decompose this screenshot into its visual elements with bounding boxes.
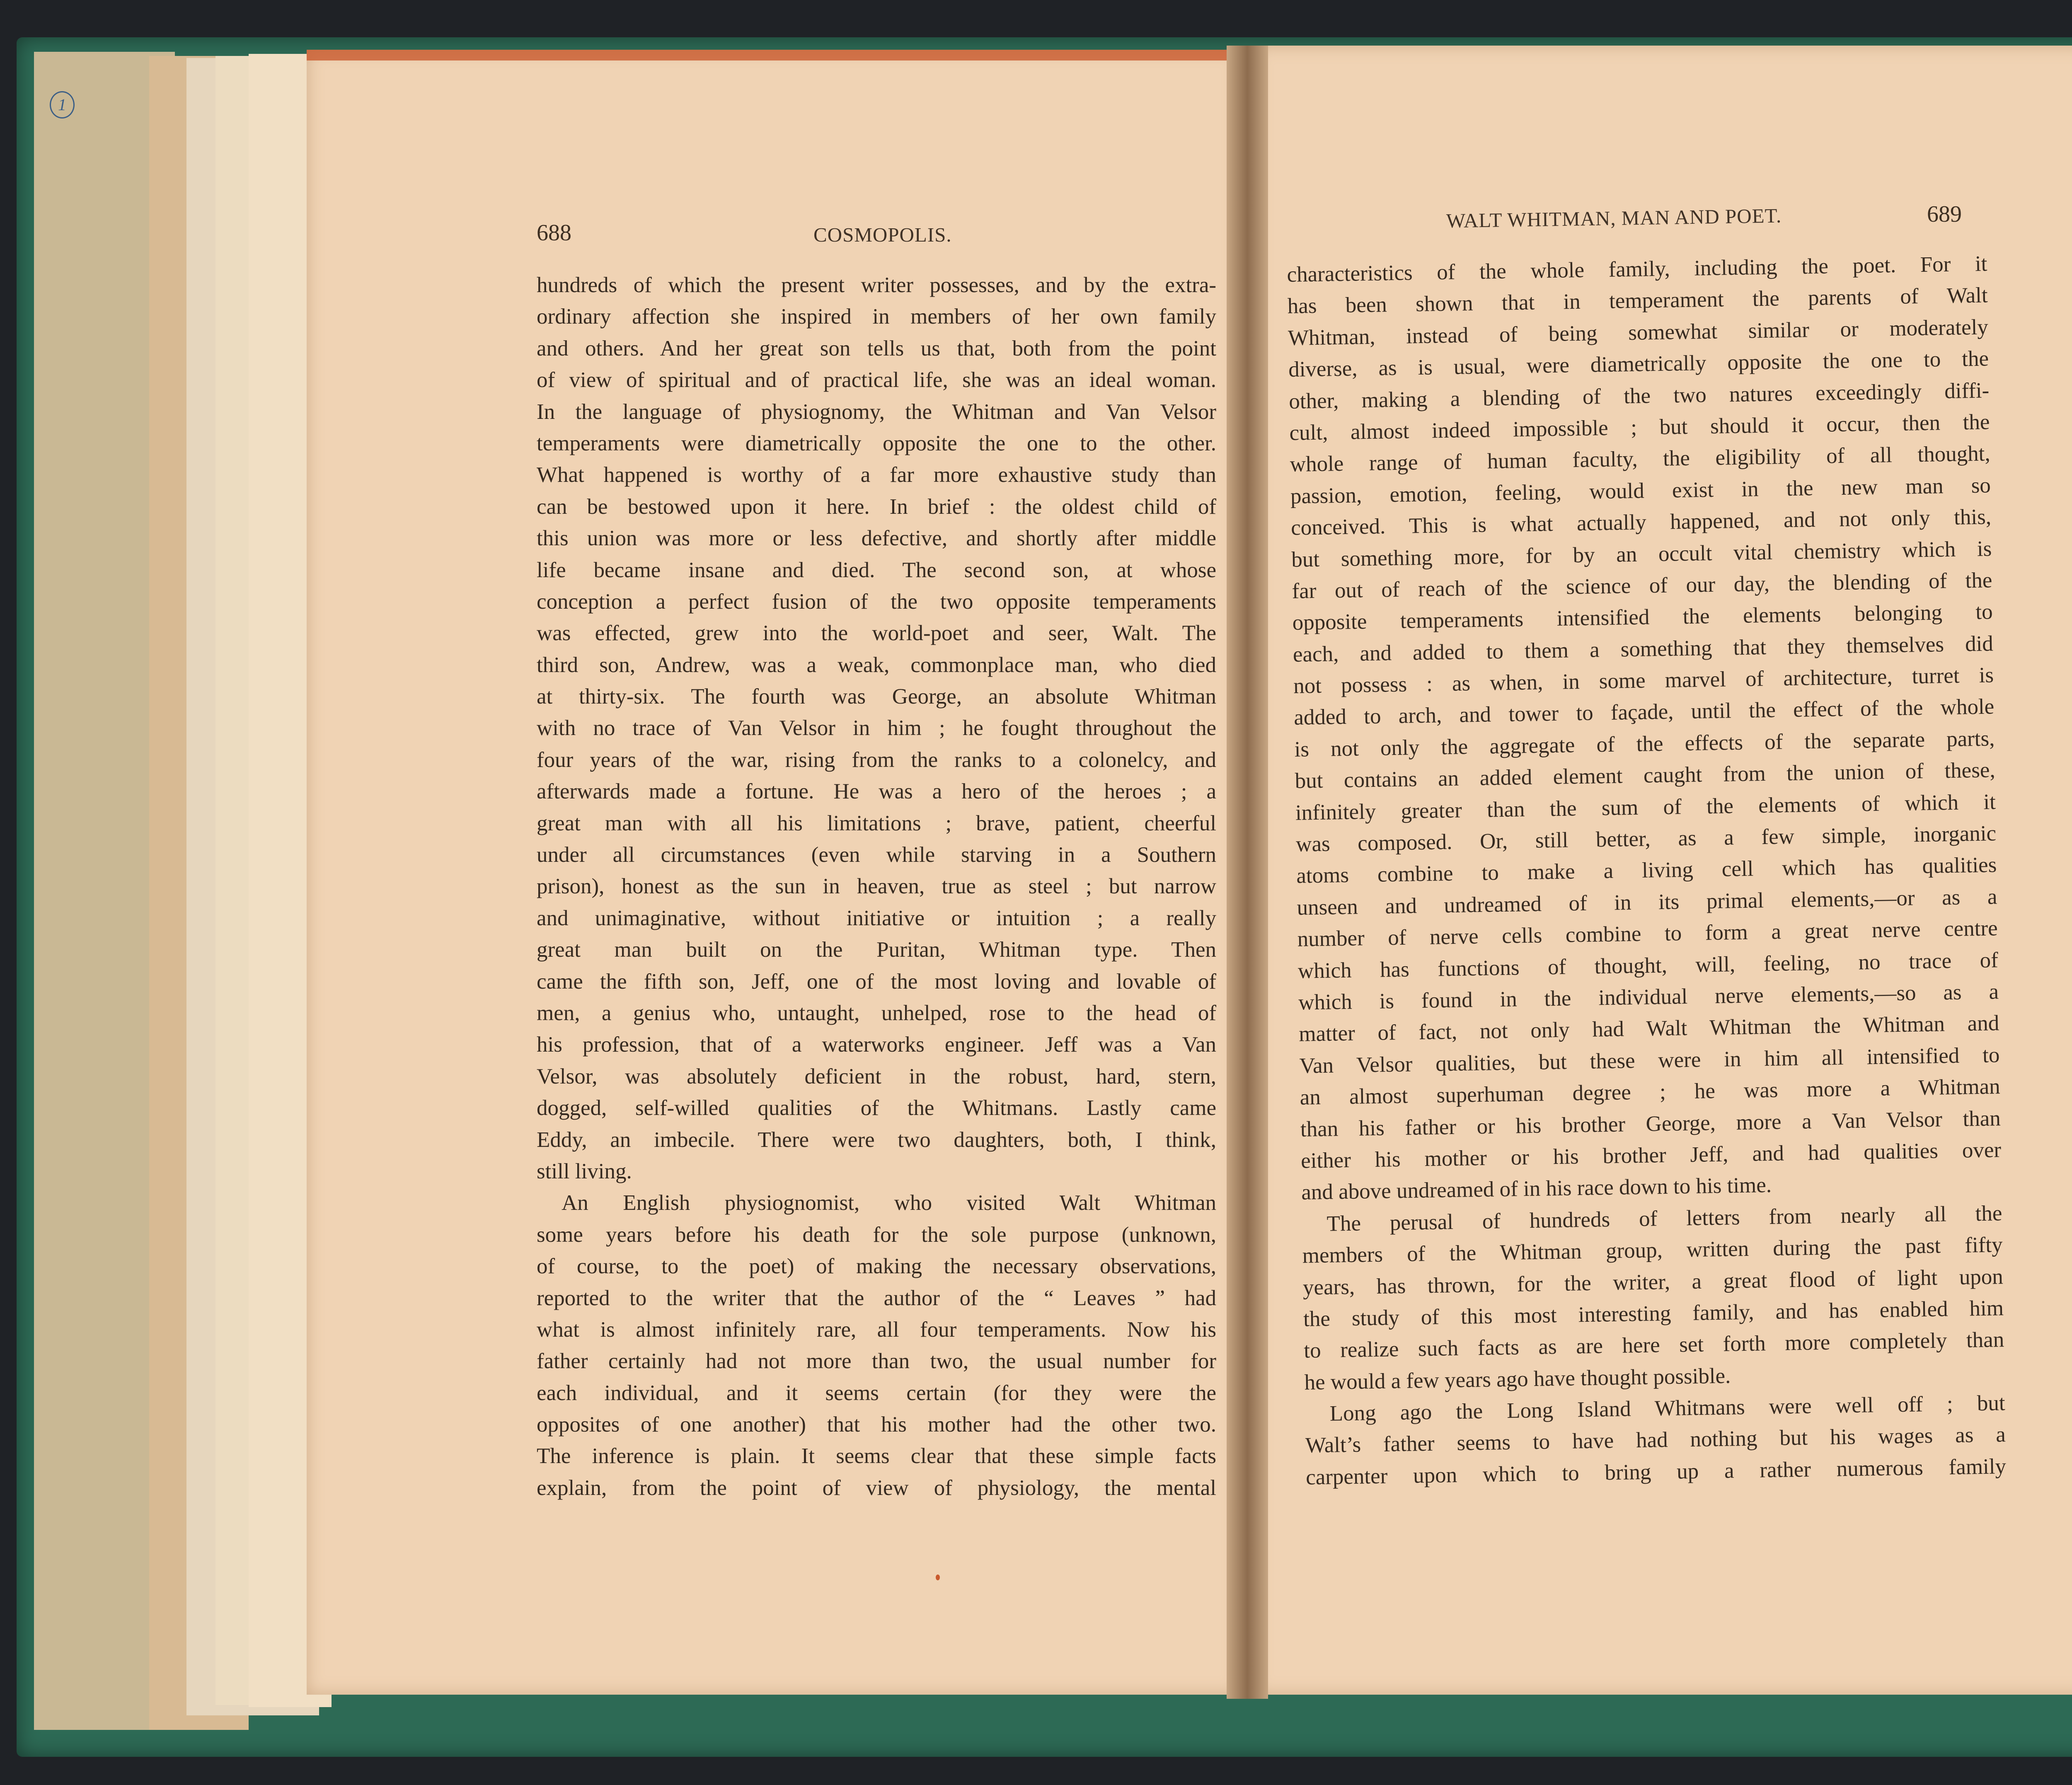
text-line: Long ago the Long Island Whitmans were well off ; but <box>1329 1391 2006 1426</box>
text-line: opposite temperaments intensified the elements belonging to <box>1292 600 1993 635</box>
text-line: what is almost infinitely rare, all four temperaments. Now his <box>537 1317 1216 1342</box>
text-line: opposites of one another) that his mother had the other two. <box>537 1413 1216 1437</box>
text-line: reported to the writer that the author of the “ Leaves ” had <box>537 1286 1216 1310</box>
text-line: the study of this most interesting family, and has enabled him <box>1303 1296 2004 1331</box>
text-line: four years of the war, rising from the ranks to a colonelcy, and <box>537 747 1216 772</box>
text-line: far out of reach of the science of our day, the blending of the <box>1292 568 1992 603</box>
text-line: number of nerve cells combine to form a great nerve centre <box>1297 916 1998 951</box>
text-line: was effected, grew into the world-poet and seer, Walt. The <box>537 621 1216 646</box>
right-page-text <box>1287 248 2007 1493</box>
text-line: he would a few years ago have thought possible. <box>1304 1364 1731 1395</box>
text-line: prison), honest as the sun in heaven, true as steel ; but narrow <box>537 874 1216 899</box>
text-line: at thirty-six. The fourth was George, an absolute Whitman <box>537 684 1216 709</box>
text-line: In the language of physiognomy, the Whitman and Van Velsor <box>537 399 1216 424</box>
text-line: came the fifth son, Jeff, one of the most loving and lovable of <box>537 969 1216 994</box>
left-page-number: 688 <box>537 220 571 246</box>
text-line: and above undreamed of in his race down to his time. <box>1301 1173 1772 1205</box>
text-line: can be bestowed upon it here. In brief : the oldest child of <box>537 494 1216 519</box>
text-line: conceived. This is what actually happened, and not only this, <box>1290 505 1992 540</box>
text-line: explain, from the point of view of physiology, the mental <box>537 1475 1216 1500</box>
text-line: great man built on the Puritan, Whitman type. Then <box>537 938 1216 962</box>
text-line: of course, to the poet) of making the necessary observations, <box>537 1254 1216 1279</box>
text-line: each, and added to them a something that they themselves did <box>1293 631 1994 667</box>
text-line: is not only the aggregate of the effects of the separate parts, <box>1294 726 1995 762</box>
text-line: was composed. Or, still better, as a few simple, inorganic <box>1295 821 1997 856</box>
text-line: which is found in the individual nerve elements,—so as a <box>1298 980 1999 1015</box>
text-line: either his mother or his brother Jeff, and had qualities over <box>1300 1138 2002 1173</box>
text-line: Velsor, was absolutely deficient in the robust, hard, stern, <box>537 1064 1216 1088</box>
text-line: conception a perfect fusion of the two opposite temperaments <box>537 589 1216 614</box>
text-line: added to arch, and tower to façade, until the effect of the whole <box>1293 694 1995 730</box>
text-line: diverse, as is usual, were diametrically opposite the one to the <box>1288 346 1989 382</box>
text-line: father certainly had not more than two, the usual number for <box>537 1349 1216 1374</box>
text-line: years, has thrown, for the writer, a great flood of light upon <box>1302 1264 2004 1300</box>
ink-speck <box>936 1575 940 1580</box>
book-gutter <box>1227 46 1268 1699</box>
text-line: than his father or his brother George, more a Van Velsor than <box>1300 1106 2001 1142</box>
text-line: carpenter upon which to bring up a rather numerous family <box>1305 1454 2007 1490</box>
text-line: great man with all his limitations ; brave, patient, cheerful <box>537 811 1216 835</box>
library-stamp: 1 <box>50 91 75 119</box>
text-line: unseen and undreamed of in its primal elements,—or as a <box>1297 885 1997 920</box>
text-line: temperaments were diametrically opposite the one to the other. <box>537 431 1216 455</box>
text-line: afterwards made a fortune. He was a hero of the heroes ; a <box>537 779 1216 804</box>
text-line: characteristics of the whole family, including the poet. For it <box>1287 252 1987 287</box>
text-line: Eddy, an imbecile. There were two daughters, both, I think, <box>537 1127 1216 1152</box>
text-line: an almost superhuman degree ; he was more a Whitman <box>1300 1074 2001 1110</box>
text-line: Whitman, instead of being somewhat similar or moderately <box>1288 315 1989 350</box>
text-line: which has functions of thought, will, feeling, no trace of <box>1297 948 1999 983</box>
text-line: infinitely greater than the sum of the elements of which it <box>1295 789 1996 825</box>
text-line: each individual, and it seems certain (for they were the <box>537 1381 1216 1405</box>
text-line: The perusal of hundreds of letters from nearly all the <box>1326 1201 2002 1236</box>
text-line: The inference is plain. It seems clear that these simple facts <box>537 1444 1216 1468</box>
text-line: ordinary affection she inspired in members of her own family <box>537 305 1216 329</box>
text-line: whole range of human faculty, the eligibility of all thought, <box>1290 441 1991 477</box>
text-line: dogged, self-willed qualities of the Whitmans. Lastly came <box>537 1096 1216 1120</box>
text-line: still living. <box>537 1159 632 1183</box>
text-line: matter of fact, not only had Walt Whitman the Whitman and <box>1298 1011 1999 1047</box>
text-line: of view of spiritual and of practical life, she was an ideal woman. <box>537 368 1216 392</box>
text-line: but contains an added element caught from the union of these, <box>1295 758 1996 793</box>
right-running-head: WALT WHITMAN, MAN AND POET. <box>1446 204 1782 232</box>
text-line: passion, emotion, feeling, would exist in the new man so <box>1290 473 1991 508</box>
text-line: life became insane and died. The second son, at whose <box>537 558 1216 582</box>
left-running-head: COSMOPOLIS. <box>813 223 952 246</box>
text-line: men, a genius who, untaught, unhelped, rose to the head of <box>537 1001 1216 1025</box>
text-line: members of the Whitman group, written during the past fifty <box>1302 1233 2003 1268</box>
text-line: cult, almost indeed impossible ; but should it occur, then the <box>1289 410 1990 445</box>
text-line: An English physiognomist, who visited Walt Whitman <box>562 1191 1216 1215</box>
text-line: other, making a blending of the two natures exceedingly diffi- <box>1288 378 1990 414</box>
text-line: third son, Andrew, was a weak, commonplace man, who died <box>537 653 1216 677</box>
text-line: but something more, for by an occult vital chemistry which is <box>1291 536 1992 572</box>
text-line: has been shown that in temperament the parents of Walt <box>1287 283 1988 319</box>
text-line: not possess : as when, in some marvel of architecture, turret is <box>1293 663 1994 698</box>
left-page-text <box>537 269 1216 1504</box>
text-line: and unimaginative, without initiative or intuition ; a really <box>537 906 1216 930</box>
text-line: atoms combine to make a living cell which has qualities <box>1296 853 1997 888</box>
text-line: hundreds of which the present writer possesses, and by the extra- <box>537 273 1216 297</box>
text-line: Walt’s father seems to have had nothing but his wages as a <box>1305 1422 2006 1458</box>
text-line: and others. And her great son tells us that, both from the point <box>537 336 1216 360</box>
text-line: Van Velsor qualities, but these were in him all intensified to <box>1299 1042 2000 1078</box>
text-line: his profession, that of a waterworks engineer. Jeff was a Van <box>537 1033 1216 1057</box>
right-page-number: 689 <box>1927 201 1962 227</box>
text-line: under all circumstances (even while starving in a Southern <box>537 843 1216 867</box>
text-line: What happened is worthy of a far more exhaustive study than <box>537 463 1216 487</box>
text-line: this union was more or less defective, and shortly after middle <box>537 526 1216 551</box>
text-line: some years before his death for the sole purpose (unknown, <box>537 1222 1216 1247</box>
text-line: with no trace of Van Velsor in him ; he fought throughout the <box>537 716 1216 740</box>
page-top-edge <box>307 50 1239 60</box>
text-line: to realize such facts as are here set forth more completely than <box>1303 1328 2004 1363</box>
